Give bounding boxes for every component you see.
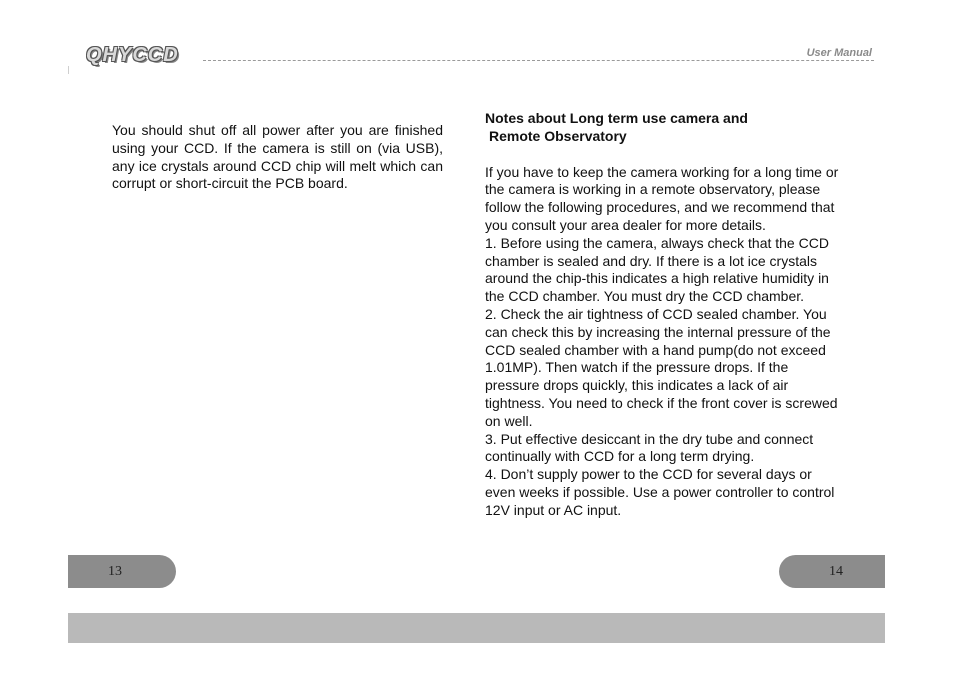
- qhyccd-logo: QHYCCD: [86, 44, 179, 66]
- section-title-line1: Notes about Long term use camera and: [485, 110, 748, 126]
- intro-paragraph: If you have to keep the camera working for a long time or the camera is working in a remote observatory, please follow the following procedures, and we recommend that you consult your area dealer for more details.: [485, 163, 839, 233]
- procedure-item-2: 2. Check the air tightness of CCD sealed chamber. You can check this by increasing the internal pressure of the CCD sealed chamber with a hand pump(do not exceed 1.01MP). Then watch if the pressure drops. If the pressure drops quickly, this indicates a lack of air tightness. You need to check if the front cover is screwed on well.: [485, 305, 838, 429]
- spacer: [485, 146, 845, 164]
- procedure-item-4: 4. Don’t supply power to the CCD for several days or even weeks if possible. Use a power controller to control 12V input or AC input.: [485, 466, 835, 518]
- section-title-line2: Remote Observatory: [489, 127, 627, 144]
- section-title: [485, 110, 845, 146]
- page-number-left-text: 13: [108, 563, 122, 579]
- page-number-right: [779, 555, 885, 588]
- page-number-right-text: 14: [829, 563, 843, 579]
- footer-bar: [68, 613, 885, 643]
- procedure-item-3: 3. Put effective desiccant in the dry tube and connect continually with CCD for a long term drying.: [485, 430, 814, 465]
- left-page-text: You should shut off all power after you are finished using your CCD. If the camera is still on (via USB), any ice crystals around CCD chip will melt which can corrupt or short-circuit the PCB board.: [112, 122, 443, 192]
- procedure-item-1: 1. Before using the camera, always check that the CCD chamber is sealed and dry. If there is a lot ice crystals around the chip-this indicates a high relative humidity in the CCD chamber. You must dry the CCD chamber.: [485, 234, 829, 305]
- margin-mark: [68, 66, 69, 74]
- right-page-content: [485, 110, 845, 520]
- user-manual-label: User Manual: [806, 47, 872, 59]
- page-number-left: [68, 555, 176, 588]
- header-divider: [203, 60, 874, 61]
